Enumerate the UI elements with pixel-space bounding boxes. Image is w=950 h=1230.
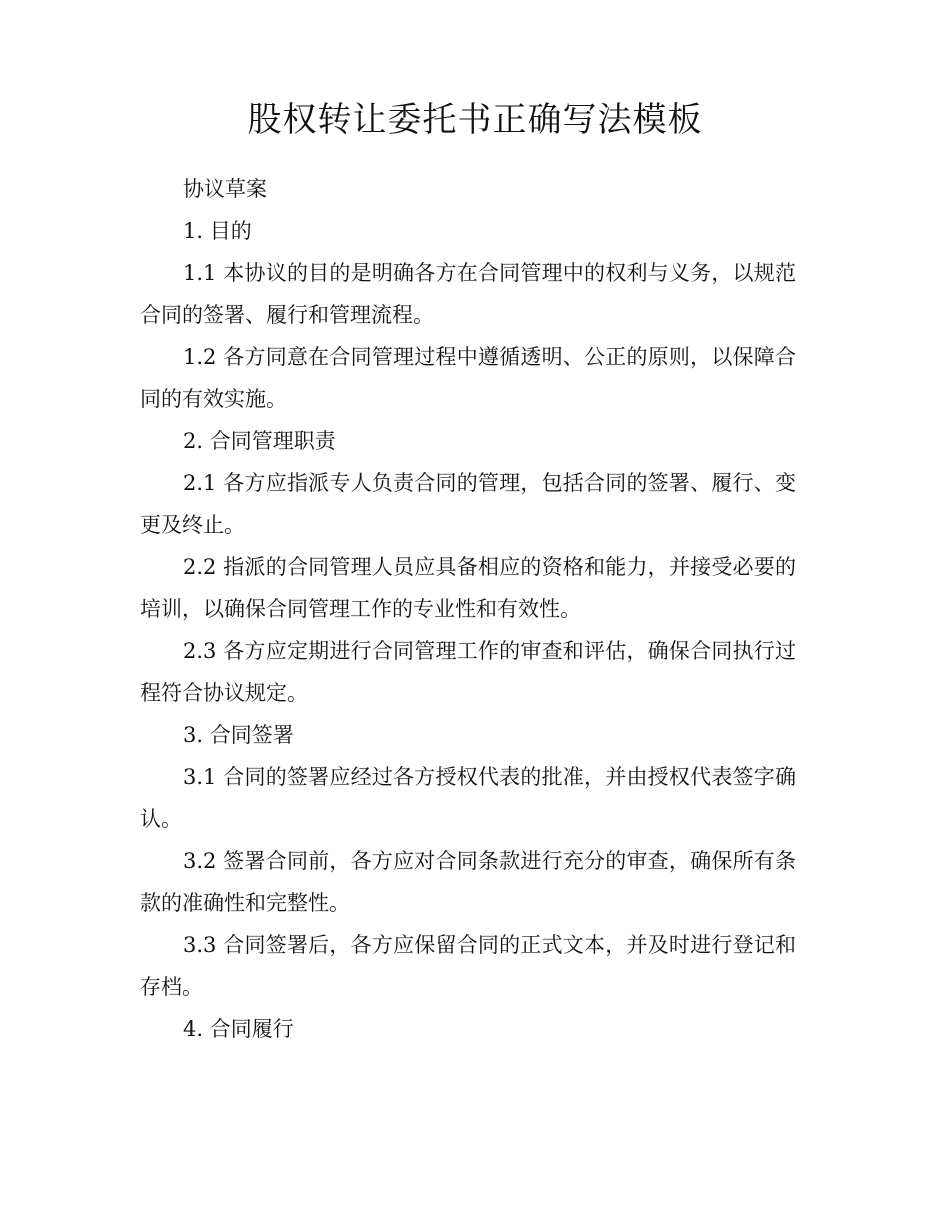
clause-2-2: 2.2 指派的合同管理人员应具备相应的资格和能力，并接受必要的培训，以确保合同管理工作的专业性和有效性。 <box>140 555 796 621</box>
clause-1-1: 1.1 本协议的目的是明确各方在合同管理中的权利与义务，以规范合同的签署、履行和管理流程。 <box>140 261 796 327</box>
paragraph-draft-label: 协议草案 <box>183 177 267 201</box>
section-heading-performance: 4. 合同履行 <box>183 1017 294 1041</box>
document-body <box>140 168 796 1050</box>
clause-3-1: 3.1 合同的签署应经过各方授权代表的批准，并由授权代表签字确认。 <box>140 765 796 831</box>
clause-3-3: 3.3 合同签署后，各方应保留合同的正式文本，并及时进行登记和存档。 <box>140 933 796 999</box>
section-heading-purpose: 1. 目的 <box>183 219 252 243</box>
section-heading-responsibilities: 2. 合同管理职责 <box>183 429 336 453</box>
clause-3-2: 3.2 签署合同前，各方应对合同条款进行充分的审查，确保所有条款的准确性和完整性。 <box>140 849 796 915</box>
clause-2-1: 2.1 各方应指派专人负责合同的管理，包括合同的签署、履行、变更及终止。 <box>140 471 796 537</box>
document-title: 股权转让委托书正确写法模板 <box>247 100 703 140</box>
section-heading-signing: 3. 合同签署 <box>183 723 294 747</box>
clause-1-2: 1.2 各方同意在合同管理过程中遵循透明、公正的原则，以保障合同的有效实施。 <box>140 345 796 411</box>
clause-2-3: 2.3 各方应定期进行合同管理工作的审查和评估，确保合同执行过程符合协议规定。 <box>140 639 796 705</box>
